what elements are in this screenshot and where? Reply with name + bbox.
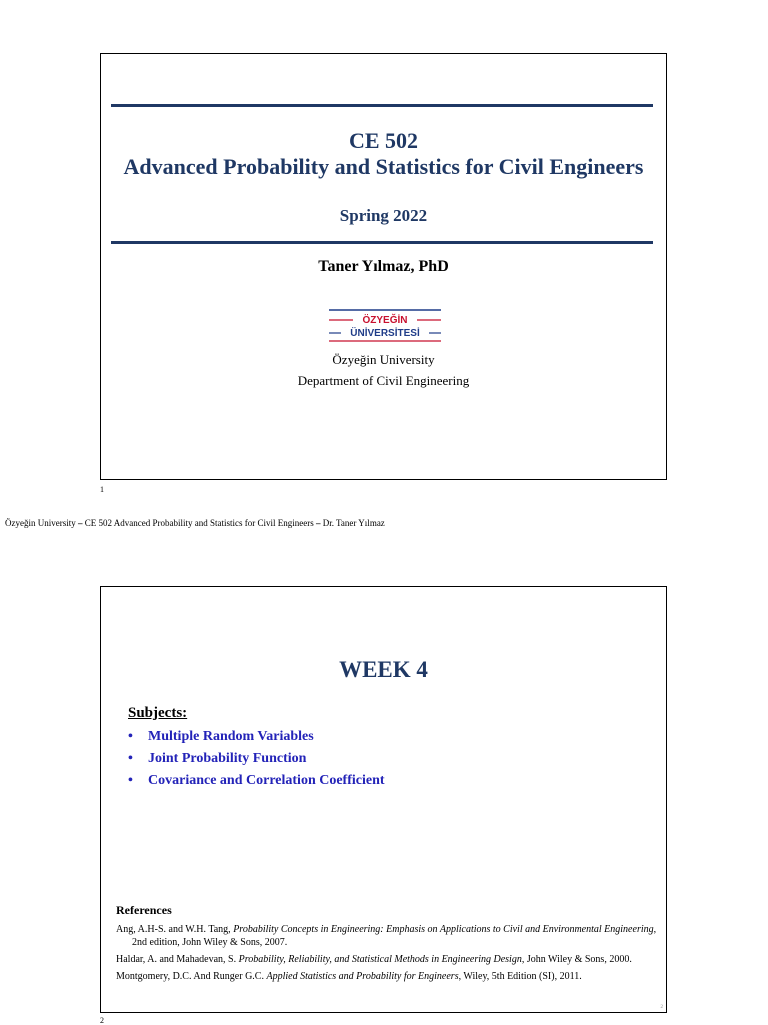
bullet-icon: •	[128, 751, 133, 766]
subjects-heading: Subjects:	[128, 705, 188, 721]
list-item	[128, 771, 385, 793]
reference-details: , 2nd edition, John Wiley & Sons, 2007.	[132, 924, 657, 948]
subjects-list	[128, 727, 385, 793]
bullet-icon: •	[128, 773, 133, 788]
term: Spring 2022	[339, 206, 428, 225]
references-heading: References	[116, 903, 172, 917]
reference-authors: Haldar, A. and Mahadevan, S.	[116, 954, 239, 965]
reference-item	[116, 970, 661, 983]
university-name: Özyeğin University	[332, 352, 435, 367]
week-slide	[100, 586, 667, 1013]
university-logo	[327, 308, 443, 342]
reference-details: , John Wiley & Sons, 2000.	[521, 954, 632, 965]
title-slide	[100, 53, 667, 480]
list-item	[128, 727, 385, 749]
subject-label: Joint Probability Function	[148, 751, 307, 766]
page-number: 2	[100, 1016, 104, 1025]
reference-title: Probability, Reliability, and Statistical Methods in Engineering Design	[238, 954, 522, 965]
bottom-rule	[111, 241, 653, 244]
page-number: 1	[100, 485, 104, 494]
page-footer	[5, 518, 385, 528]
list-item	[128, 749, 385, 771]
references-list	[116, 923, 661, 987]
footer-dash: –	[313, 518, 323, 528]
reference-title: Probability Concepts in Engineering: Emphasis on Applications to Civil and Environmental Engineering	[233, 924, 654, 935]
subject-label: Multiple Random Variables	[148, 729, 314, 744]
footer-university: Özyeğin University	[5, 518, 76, 528]
course-title: Advanced Probability and Statistics for Civil Engineers	[123, 154, 644, 179]
footer-course: CE 502 Advanced Probability and Statistics for Civil Engineers	[84, 518, 314, 528]
department-name: Department of Civil Engineering	[297, 373, 470, 388]
slide-title: WEEK 4	[339, 657, 428, 682]
reference-item	[116, 923, 661, 949]
slide-number: 2	[660, 1005, 663, 1010]
footer-dash: –	[75, 518, 85, 528]
course-code: CE 502	[348, 128, 419, 153]
top-rule	[111, 104, 653, 107]
bullet-icon: •	[128, 729, 133, 744]
reference-authors: Ang, A.H-S. and W.H. Tang,	[116, 924, 234, 935]
logo-line-1: ÖZYEĞİN	[362, 315, 408, 326]
reference-details: , Wiley, 5th Edition (SI), 2011.	[458, 971, 582, 982]
reference-title: Applied Statistics and Probability for Engineers	[266, 971, 459, 982]
subject-label: Covariance and Correlation Coefficient	[148, 773, 385, 788]
author-name: Taner Yılmaz, PhD	[318, 258, 449, 275]
reference-item	[116, 953, 661, 966]
reference-authors: Montgomery, D.C. And Runger G.C.	[116, 971, 267, 982]
footer-author: Dr. Taner Yılmaz	[322, 518, 385, 528]
logo-line-2: ÜNİVERSİTESİ	[350, 328, 420, 339]
